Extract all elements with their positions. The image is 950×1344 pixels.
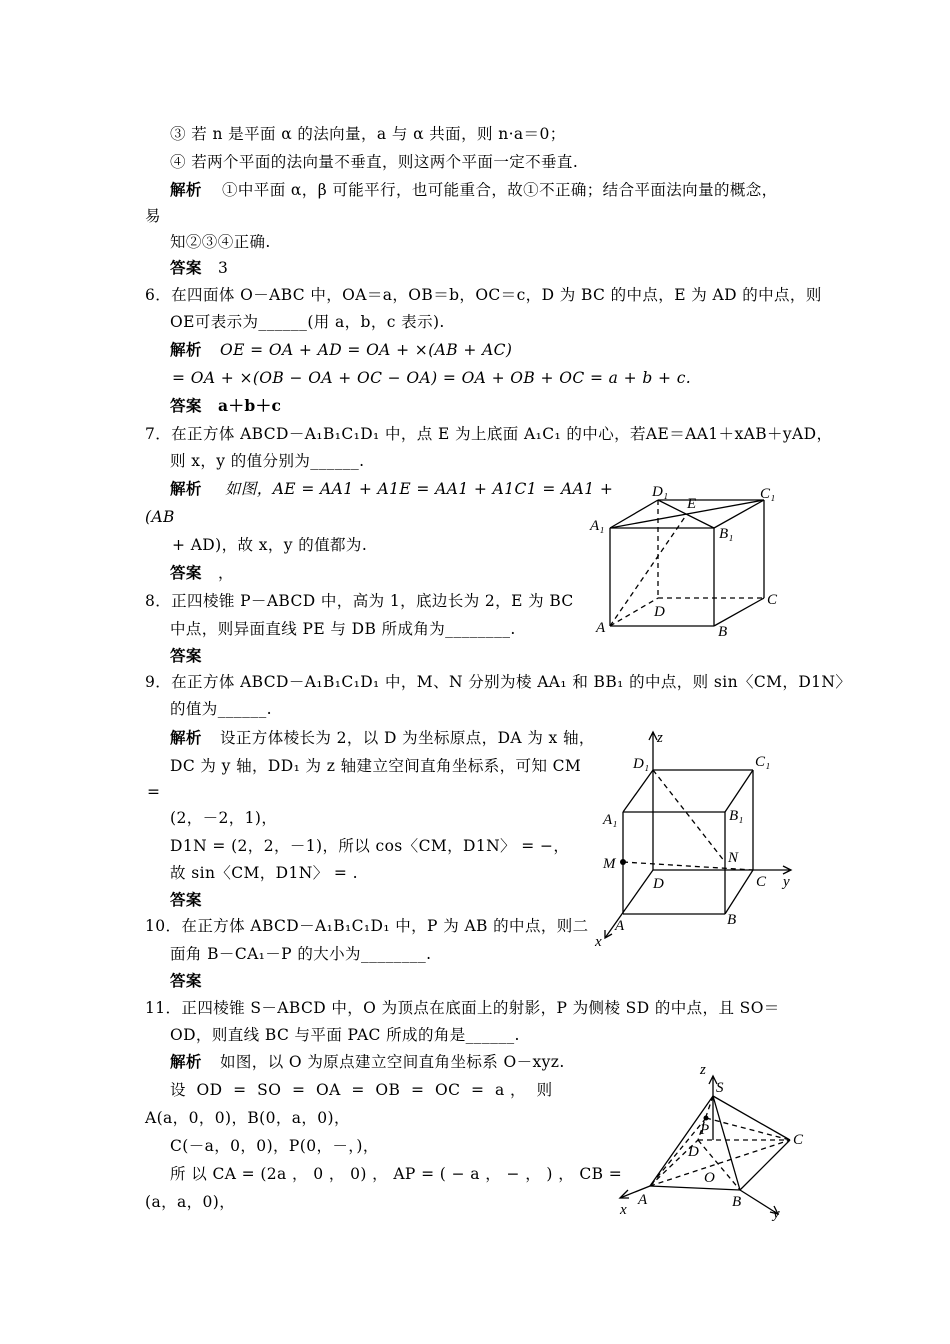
label-C1: C₁ [760, 486, 776, 502]
text-line: C(－a，0，0)，P(0，－，)， [170, 1137, 379, 1155]
text-line: 易 [145, 207, 161, 225]
label-B1: B₁ [719, 526, 734, 542]
segment-PC [706, 1118, 790, 1140]
label-E: E [687, 496, 697, 512]
text-line: = [147, 783, 161, 801]
base-edge [650, 1186, 740, 1190]
label-B1: B₁ [729, 808, 744, 824]
base-edge [740, 1140, 790, 1190]
answer-label: 答案 [170, 258, 202, 277]
answer-value: a＋b＋c [218, 396, 282, 415]
label-y: y [773, 1206, 780, 1222]
text-line: 面角 B－CA₁－P 的大小为________. [170, 945, 432, 963]
label-P: P [700, 1122, 710, 1138]
text-line: D1N = (2，2，－1)，所以 cos〈CM，D1N〉 = −， [170, 837, 570, 855]
point-P [704, 1116, 709, 1121]
cube-figure-q7 [590, 480, 790, 640]
diagonal-AC [650, 1140, 790, 1186]
question-9: 9．在正方体 ABCD－A₁B₁C₁D₁ 中，M、N 分别为棱 AA₁ 和 BB₁ 的中点，则 sin〈CM，D1N〉 [145, 673, 852, 691]
text-line: ③ 若 n 是平面 α 的法向量，a 与 α 共面，则 n·a＝0； [170, 125, 566, 143]
text-line: OE可表示为______(用 a，b，c 表示). [170, 313, 445, 331]
vector-AE [610, 514, 687, 626]
label-N: N [728, 850, 739, 866]
answer-label: 答案 [170, 646, 202, 665]
answer-label: 答案 [170, 563, 202, 582]
label-A1: A₁ [590, 518, 605, 534]
text-line: ④ 若两个平面的法向量不垂直，则这两个平面一定不垂直. [170, 153, 579, 171]
text-line: + AD)，故 x，y 的值都为. [172, 536, 368, 554]
analysis-label: 解析 [170, 180, 202, 199]
answer-label: 答案 [170, 971, 202, 990]
x-axis [605, 870, 653, 938]
lateral-edge [713, 1096, 740, 1190]
text-line: DC 为 y 轴，DD₁ 为 z 轴建立空间直角坐标系，可知 CM [170, 757, 582, 775]
label-A1: A₁ [603, 812, 618, 828]
analysis-label: 解析 [170, 340, 202, 359]
text-line: 的值为______. [170, 700, 272, 718]
label-A: A [638, 1192, 648, 1208]
label-C: C [793, 1132, 804, 1148]
label-D1: D₁ [633, 756, 650, 772]
edge [623, 770, 653, 812]
label-M: M [603, 856, 616, 872]
point-M [620, 859, 626, 865]
segment-D1N [653, 770, 725, 862]
label-x: x [620, 1202, 627, 1218]
text-line: 设 OD = SO = OA = OB = OC = a ， 则 [170, 1081, 553, 1099]
label-z: z [657, 730, 663, 746]
label-C1: C₁ [755, 754, 771, 770]
label-A: A [596, 620, 606, 636]
text-line: 故 sin〈CM，D1N〉 = . [170, 864, 358, 882]
answer-label: 答案 [170, 396, 202, 415]
label-O: O [704, 1170, 715, 1186]
label-A: A [615, 918, 625, 934]
pyramid-figure-q11 [620, 1060, 820, 1220]
text-line: (a，a，0)， [145, 1193, 236, 1211]
analysis-label: 解析 [170, 728, 202, 747]
text-line: (AB [145, 508, 175, 526]
label-z: z [700, 1062, 706, 1078]
lateral-edge [713, 1096, 790, 1140]
text-line: A(a，0，0)，B(0，a，0)， [145, 1109, 350, 1127]
edge [725, 870, 753, 914]
question-8: 8．正四棱锥 P－ABCD 中，高为 1，底边长为 2，E 为 BC [145, 592, 574, 610]
label-B: B [718, 624, 728, 640]
text-line: = OA + ×(OB − OA + OC − OA) = OA + OB + OC = a + b + c. [172, 369, 692, 387]
label-C: C [756, 874, 767, 890]
text-line: 则 x，y 的值分别为______. [170, 452, 365, 470]
text-line: 中点，则异面直线 PE 与 DB 所成角为________. [170, 620, 516, 638]
label-D: D [654, 604, 665, 620]
answer-label: 答案 [170, 890, 202, 909]
edge [714, 598, 764, 626]
text-line: (2，－2，1)， [170, 809, 278, 827]
label-D: D [653, 876, 664, 892]
text-line: OE = OA + AD = OA + ×(AB + AC) [220, 341, 513, 359]
label-S: S [716, 1080, 724, 1096]
text-line: 如图，AE = AA1 + A1E = AA1 + A1C1 = AA1 + [225, 480, 614, 498]
text-line: OD，则直线 BC 与平面 PAC 所成的角是______. [170, 1026, 520, 1044]
question-10: 10．在正方体 ABCD－A₁B₁C₁D₁ 中，P 为 AB 的中点，则二 [145, 917, 589, 935]
question-11: 11．正四棱锥 S－ABCD 中，O 为顶点在底面上的射影，P 为侧棱 SD 的中点，且 SO＝ [145, 999, 780, 1017]
label-B: B [727, 912, 737, 928]
label-D: D [688, 1144, 699, 1160]
analysis-label: 解析 [170, 479, 202, 498]
text-line: ①中平面 α，β 可能平行，也可能重合，故①不正确；结合平面法向量的概念， [222, 181, 778, 199]
edge [725, 770, 753, 812]
label-B: B [732, 1194, 742, 1210]
label-y: y [783, 874, 790, 890]
label-x: x [595, 934, 602, 950]
analysis-label: 解析 [170, 1052, 202, 1071]
text-line: 设正方体棱长为 2，以 D 为坐标原点，DA 为 x 轴， [220, 729, 595, 747]
question-7: 7．在正方体 ABCD－A₁B₁C₁D₁ 中，点 E 为上底面 A₁C₁ 的中心，若AE＝AA1＋xAB＋yAD， [145, 425, 833, 443]
answer-value: 3 [218, 259, 229, 277]
question-6: 6．在四面体 O－ABC 中，OA＝a，OB＝b，OC＝c，D 为 BC 的中点，E 为 AD 的中点，则 [145, 286, 822, 304]
text-line: 所 以 CA = (2a ， 0 ， 0) ， AP = ( − a ， − ， ) ， CB = [170, 1165, 623, 1183]
label-C: C [767, 592, 778, 608]
hidden-edge [610, 598, 658, 626]
cube-figure-q9 [595, 728, 805, 948]
diagonal [658, 500, 714, 528]
text-line: 如图，以 O 为原点建立空间直角坐标系 O－xyz. [220, 1053, 565, 1071]
label-D1: D₁ [652, 484, 669, 500]
answer-value: ， [218, 564, 234, 582]
text-line: 知②③④正确. [170, 233, 271, 251]
